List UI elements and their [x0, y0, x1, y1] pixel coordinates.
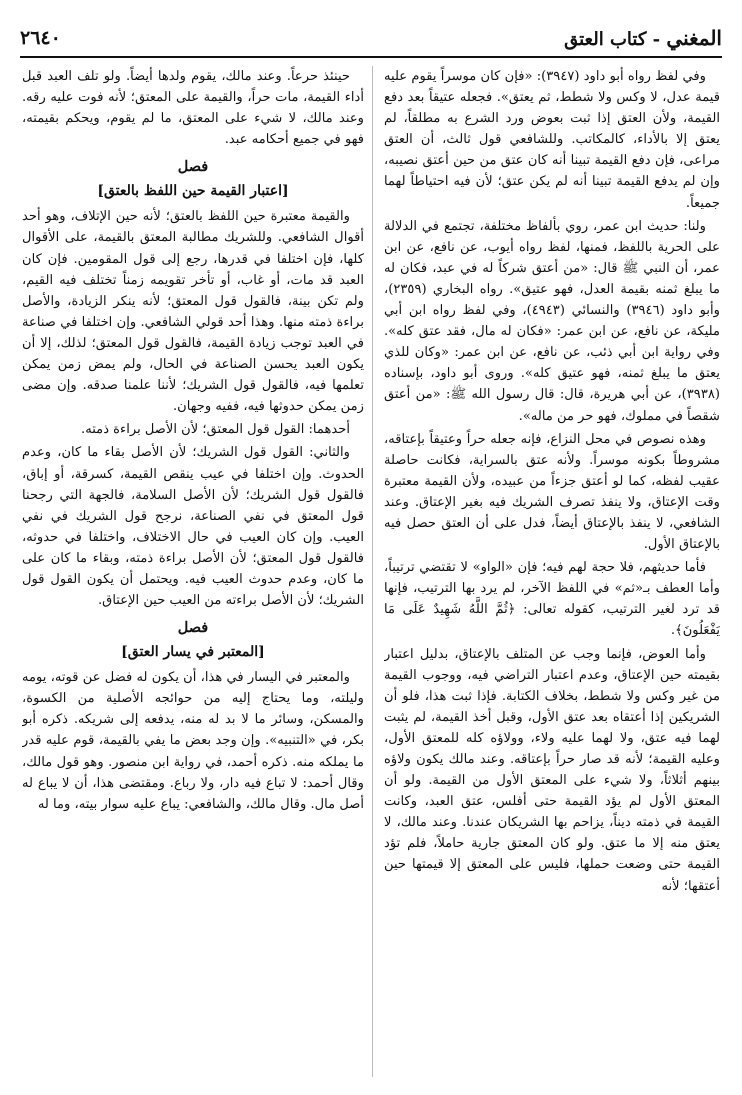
paragraph: وأما العوض، فإنما وجب عن المتلف بالإعتاق، بدليل اعتبار بقيمته حين الإعتاق، وعدم اعتبار التراضي فيه، ووجوب القيمة من غير وكس ولا شطط، بخلاف الكتابة. فإذا ثبت هذا، فلو أن الشريكين إذا أعتقاه بعد عتق الأول، وقبل أخذ القيمة، لم يثبت لهما فيه عتق، ولا لهما عليه ولاء، وولاؤه كله للمعتق الأول، وعليه القيمة؛ لأنه قد صار حراً بإعتاقه. وعند مالك يكون ولاؤه بينهم أثلاثاً، ولا شيء على المعتق الأول من القيمة. ولو أن المعتق الأول لم يؤد القيمة حتى أفلس، عتق العبد، وكانت القيمة في ذمته ديناً، يزاحم بها الشريكان عندنا. وعند مالك، لا يعتق منه إلا ما عتق. ولو كان المعتق جارية حاملاً، فلم تؤد القيمة حتى وضعت حملها، فليس على المعتق إلا قيمتها حين أعتقها؛ لأنه: [384, 646, 720, 894]
section-title: [المعتبر في يسار العتق]: [121, 644, 265, 661]
page-header: [20, 20, 722, 58]
running-title: [564, 26, 722, 50]
paragraph: فأما حديثهم، فلا حجة لهم فيه؛ فإن «الواو» لا تقتضي ترتيباً، وأما العطف بـ«ثم» في اللفظ الآخر، لم يرد بها الترتيب، فإنها قد ترد لغير الترتيب، كقوله تعالى: ﴿ثُمَّ اللَّهُ شَهِيدٌ عَلَى مَا يَفْعَلُونَ﴾.: [384, 560, 720, 639]
paragraph: ولنا: حديث ابن عمر، روي بألفاظ مختلفة، تجتمع في الدلالة على الحرية باللفظ، فمنها، لفظ رواه أيوب، عن نافع، عن ابن عمر، أن النبي ﷺ قال: «من أعتق شركاً له في عبد، فكان له ما يبلغ ثمنه بقيمة العدل، فهو عتيق». رواه البخاري (٢٣٥٩)، وأبو داود (٣٩٤٦) والنسائي (٤٩٤٣)، وفي لفظ رواه ابن أبي مليكة، عن نافع، عن ابن عمر: «فكان له مال، فقد عتق كله». وفي رواية ابن أبي ذئب، عن نافع، عن ابن عمر: «وكان للذي يعتق ما يبلغ ثمنه، فهو عتيق كله». وروى أبو داود، بإسناده (٣٩٣٨)، عن أبي هريرة، قال: قال رسول الله ﷺ: «من أعتق شقصاً في مملوك، فهو حر من ماله».: [384, 218, 720, 424]
paragraph: وهذه نصوص في محل النزاع، فإنه جعله حراً وعتيقاً بإعتاقه، مشروطاً بكونه موسراً. ولأنه عتق بالسراية، فكانت حاصلة عقيب لفظه، كما لو أعتق جزءاً من عبيده، ولأن القيمة معتبرة وقت الإعتاق، ولا ينفذ تصرف الشريك فيه بغير الإعتاق. وعند الشافعي، لا ينفذ بالإعتاق أيضاً، فدل على أن العتق حصل فيه بالإعتاق الأول.: [384, 431, 720, 553]
paragraph: والمعتبر في اليسار في هذا، أن يكون له فضل عن قوته، يومه وليلته، وما يحتاج إليه من حوائجه الأصلية من الكسوة، والمسكن، وسائر ما لا بد له منه، يدفعه إلى شريكه. ذكره أبو بكر، في «التنبيه». وإن وجد بعض ما يفي بالقيمة، قوم عليه قدر ما يملكه منه. ذكره أحمد، في رواية ابن منصور. وهو قول مالك، وقال أحمد: لا تباع فيه دار، ولا رباع. ومقتضى هذا، أن لا يباع له أصل مال. وقال مالك، والشافعي: يباع عليه سوار بيته، وما له: [22, 670, 364, 812]
book-title: المغني: [666, 26, 722, 50]
section-heading: فصل: [177, 158, 209, 176]
paragraph: حينئذ حرعاً. وعند مالك، يقوم ولدها أيضاً. ولو تلف العبد قبل أداء القيمة، مات حراً، والقيمة على المعتق؛ لأنه فوت عليه رقه. وعند مالك، لا شيء على المعتق، ما لم يقوم، ويحكم بقيمته، فهو في جميع أحكامه عبد.: [22, 69, 364, 148]
left-column: [22, 66, 364, 1077]
chapter-title: - كتاب العتق: [564, 29, 661, 50]
right-column: [384, 66, 720, 1077]
paragraph: والقيمة معتبرة حين اللفظ بالعتق؛ لأنه حين الإتلاف، وهو أحد أقوال الشافعي. وللشريك مطالبة المعتق بالقيمة، على الأقوال كلها، فإن اختلفا في قدرها، رجع إلى قول المقومين. فإن كان العبد قد مات، أو غاب، أو تأخر تقويمه زمناً تختلف فيه القيم، ولم تكن بينة، فالقول قول المعتق؛ لأنه ينكر الزيادة، والأصل براءة ذمته منها. وهذا أحد قولي الشافعي. وإن اختلفا في صناعة في العبد توجب زيادة القيمة، فالقول قول المعتق؛ لذلك، إلا أن يكون العبد يحسن الصناعة في الحال، ولم يمض زمن يمكن تعلمها فيه، فالقول قول الشريك؛ لأننا علمنا صدقه. وإن مضى زمن يمكن حدوثها فيه، ففيه وجهان.: [22, 209, 364, 415]
section-title: [اعتبار القيمة حين اللفظ بالعتق]: [97, 183, 289, 200]
column-divider: [372, 66, 373, 1077]
paragraph: والثاني: القول قول الشريك؛ لأن الأصل بقاء ما كان، وعدم الحدوث. وإن اختلفا في عيب ينقص القيمة، كسرقة، أو إباق، فالقول قول الشريك؛ لأن الأصل السلامة، فالجهة التي رجحنا قول المعتق في نفي الصناعة، نرجح قول الشريك في نفي العيب. وإن كان العيب في حال الاختلاف، واختلفا في حدوثه، فالقول قول المعتق؛ لأن الأصل براءة ذمته، وبقاء ما كان على ما كان، وعدم حدوث العيب فيه. ويحتمل أن يكون القول قول الشريك؛ لأن الأصل براءته من العيب حين الإعتاق.: [22, 445, 364, 609]
page-number: ٢٦٤٠: [20, 27, 61, 49]
paragraph: وفي لفظ رواه أبو داود (٣٩٤٧): «فإن كان موسراً يقوم عليه قيمة عدل، لا وكس ولا شطط، ثم يعتق». فجعله عتيقاً بعد دفع القيمة، ولأن العتق إذا ثبت بعوض ورد الشرع به مطلقاً، لم يعتق إلا بالأداء، كالمكاتب. وللشافعي قول ثالث، أن العتق مراعى، فإن دفع القيمة تبينا أنه كان عتق من حين أعتق نصيبه، وإن لم يدفع القيمة تبينا أنه لم يكن عتق؛ لأن فيه احتياطاً لهما جميعاً.: [384, 69, 720, 211]
section-heading: فصل: [177, 619, 209, 637]
paragraph: أحدهما: القول قول المعتق؛ لأن الأصل براءة ذمته.: [81, 422, 350, 438]
